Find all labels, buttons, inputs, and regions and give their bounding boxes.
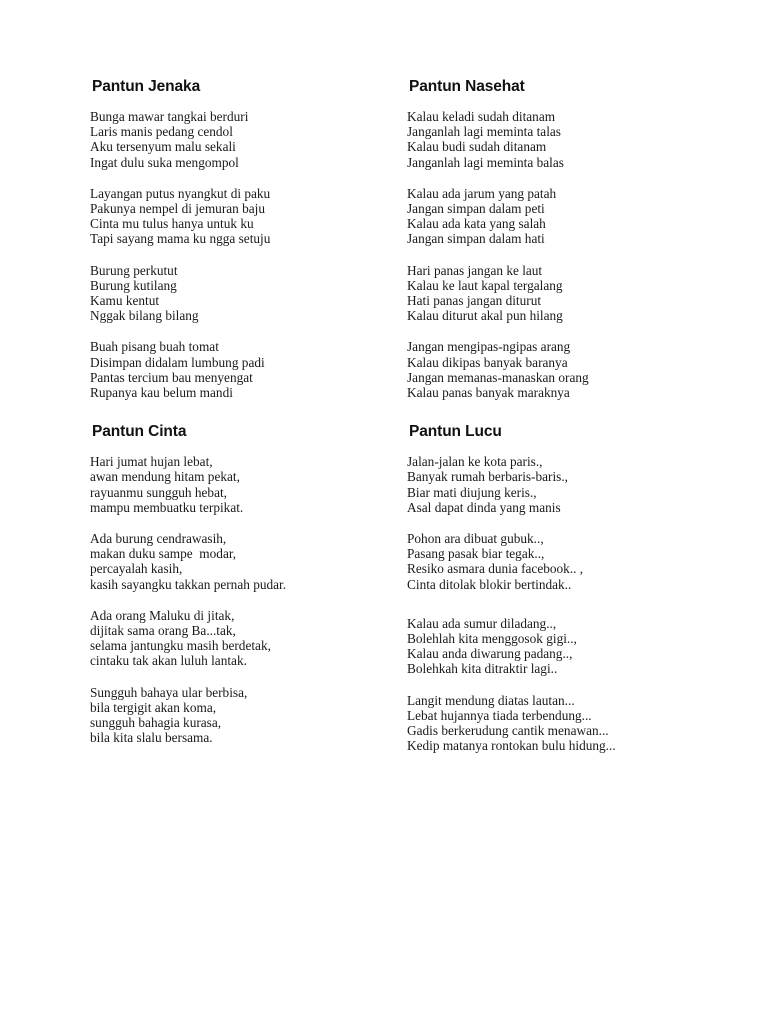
left-column xyxy=(90,78,390,770)
poem-line: Hari jumat hujan lebat, xyxy=(90,454,213,470)
poem-line: Cinta ditolak blokir bertindak.. xyxy=(407,576,572,592)
poem-line: Buah pisang buah tomat xyxy=(90,339,219,355)
poem-line: bila kita slalu bersama. xyxy=(90,730,213,746)
poem-line: Kalau diturut akal pun hilang xyxy=(407,308,563,324)
poem-line: Burung perkutut xyxy=(90,262,178,278)
poem-line: Banyak rumah berbaris-baris., xyxy=(407,469,568,485)
poem-line: Lebat hujannya tiada terbendung... xyxy=(407,707,592,723)
poem-line: Kalau dikipas banyak baranya xyxy=(407,354,568,370)
poem-line: makan duku sampe modar, xyxy=(90,546,237,562)
stanza xyxy=(407,531,690,592)
stanza xyxy=(90,531,390,592)
poem-line: dijitak sama orang Ba...tak, xyxy=(90,623,236,639)
poem-line: Pakunya nempel di jemuran baju xyxy=(90,201,266,217)
poem-line: Biar mati diujung keris., xyxy=(407,484,537,500)
stanza xyxy=(407,693,690,754)
poem-line: Burung kutilang xyxy=(90,277,177,293)
two-column-layout xyxy=(90,78,690,770)
stanza xyxy=(90,454,390,515)
poem-line: Pasang pasak biar tegak.., xyxy=(407,546,545,562)
poem-line: Jangan memanas-manaskan orang xyxy=(407,369,589,385)
poem-line: Kalau ke laut kapal tergalang xyxy=(407,277,563,293)
poem-line: Sungguh bahaya ular berbisa, xyxy=(90,684,248,700)
section-pantun-lucu xyxy=(407,423,690,753)
poem-line: Kalau ada jarum yang patah xyxy=(407,185,557,201)
poem-line: Cinta mu tulus hanya untuk ku xyxy=(90,216,254,232)
poem-line: Aku tersenyum malu sekali xyxy=(90,139,236,155)
section-title: Pantun Nasehat xyxy=(409,78,525,95)
poem-line: selama jantungku masih berdetak, xyxy=(90,638,271,654)
poem-line: rayuanmu sungguh hebat, xyxy=(90,484,228,500)
poem-line: Ada orang Maluku di jitak, xyxy=(90,607,235,623)
section-title: Pantun Cinta xyxy=(92,423,187,441)
poem-line: Kamu kentut xyxy=(90,293,160,309)
poem-line: Tapi sayang mama ku ngga setuju xyxy=(90,231,271,247)
poem-line: Nggak bilang bilang xyxy=(90,308,199,324)
poem-line: kasih sayangku takkan pernah pudar. xyxy=(90,576,287,592)
stanza xyxy=(90,608,390,669)
stanza xyxy=(90,109,390,170)
stanza xyxy=(407,616,690,677)
poem-line: bila tergigit akan koma, xyxy=(90,699,217,715)
poem-line: awan mendung hitam pekat, xyxy=(90,469,240,485)
poem-line: Janganlah lagi meminta balas xyxy=(407,154,564,170)
stanza xyxy=(90,685,390,746)
poem-line: Disimpan didalam lumbung padi xyxy=(90,354,265,370)
poem-line: Resiko asmara dunia facebook.. , xyxy=(407,561,584,577)
poem-line: sungguh bahagia kurasa, xyxy=(90,715,222,731)
poem-line: Bolehkah kita ditraktir lagi.. xyxy=(407,661,558,677)
section-pantun-cinta xyxy=(90,423,390,745)
poem-line: Pohon ara dibuat gubuk.., xyxy=(407,531,544,547)
stanza xyxy=(407,339,690,400)
poem-line: cintaku tak akan luluh lantak. xyxy=(90,653,247,669)
poem-line: Kalau ada sumur diladang.., xyxy=(407,615,557,631)
poem-line: Langit mendung diatas lautan... xyxy=(407,692,575,708)
stanza xyxy=(407,186,690,247)
poem-line: mampu membuatku terpikat. xyxy=(90,499,244,515)
poem-line: Kalau anda diwarung padang.., xyxy=(407,646,573,662)
poem-line: Kalau panas banyak maraknya xyxy=(407,385,570,401)
poem-line: Asal dapat dinda yang manis xyxy=(407,499,561,515)
stanza xyxy=(90,339,390,400)
poem-line: Ada burung cendrawasih, xyxy=(90,531,227,547)
stanza xyxy=(407,263,690,324)
poem-line: Kalau budi sudah ditanam xyxy=(407,139,547,155)
section-pantun-jenaka xyxy=(90,78,390,400)
poem-line: Gadis berkerudung cantik menawan... xyxy=(407,723,609,739)
poem-line: Jangan simpan dalam hati xyxy=(407,231,545,247)
stanza-spacer xyxy=(407,608,690,616)
right-column xyxy=(390,78,690,770)
poem-line: Laris manis pedang cendol xyxy=(90,124,233,140)
poem-line: Janganlah lagi meminta talas xyxy=(407,124,561,140)
section-pantun-nasehat xyxy=(407,78,690,400)
section-title: Pantun Lucu xyxy=(409,423,502,441)
stanza xyxy=(90,263,390,324)
poem-line: Bolehlah kita menggosok gigi.., xyxy=(407,631,577,647)
poem-line: Jangan mengipas-ngipas arang xyxy=(407,339,571,355)
section-title: Pantun Jenaka xyxy=(92,78,201,95)
stanza xyxy=(90,186,390,247)
poem-line: Bunga mawar tangkai berduri xyxy=(90,109,249,124)
poem-line: Rupanya kau belum mandi xyxy=(90,385,233,401)
poem-line: Pantas tercium bau menyengat xyxy=(90,369,253,385)
poem-line: Kedip matanya rontokan bulu hidung... xyxy=(407,738,616,754)
stanza xyxy=(407,109,690,170)
poem-line: Kalau ada kata yang salah xyxy=(407,216,546,232)
poem-line: Hari panas jangan ke laut xyxy=(407,262,543,278)
poem-line: Jangan simpan dalam peti xyxy=(407,201,545,217)
stanza xyxy=(407,454,690,515)
poem-line: Ingat dulu suka mengompol xyxy=(90,154,239,170)
poem-line: Kalau keladi sudah ditanam xyxy=(407,109,556,124)
poem-line: Layangan putus nyangkut di paku xyxy=(90,185,271,201)
poem-line: Jalan-jalan ke kota paris., xyxy=(407,454,543,470)
poem-line: Hati panas jangan diturut xyxy=(407,293,542,309)
poem-line: percayalah kasih, xyxy=(90,561,183,577)
